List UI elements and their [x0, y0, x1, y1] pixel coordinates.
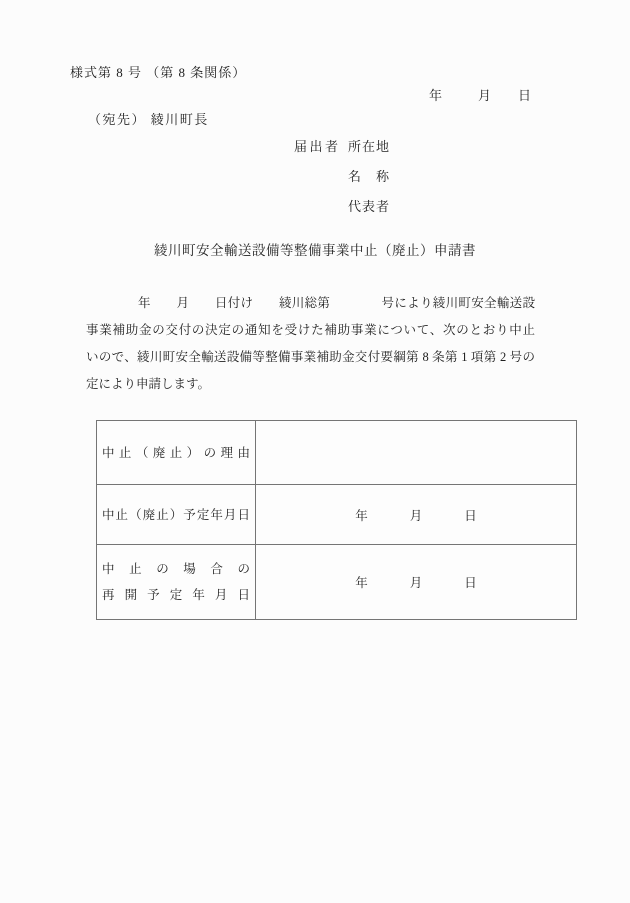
body-paragraph — [86, 290, 535, 398]
body-line: 定により申請します。 — [86, 377, 211, 391]
form-number: 様式第 8 号 （第 8 条関係） — [70, 65, 247, 80]
day-label: 日 — [464, 576, 477, 590]
cancel-date-label-cell — [97, 485, 256, 545]
form-table — [96, 420, 577, 620]
restart-date-value-cell — [256, 545, 577, 620]
month-label: 月 — [409, 576, 423, 590]
declarant-fields — [348, 139, 390, 229]
year-label: 年 — [355, 508, 368, 523]
top-date-line — [0, 85, 531, 104]
restart-date-label-cell — [97, 545, 256, 620]
body-line: 事業補助金の交付の決定の通知を受けた補助事業について、次のとおり中止 — [86, 323, 535, 337]
restart-date-label-line1: 中止の場合の — [102, 562, 250, 576]
day-label: 日 — [464, 508, 477, 523]
month-label: 月 — [409, 508, 423, 523]
declarant-address-label: 所在地 — [348, 139, 391, 154]
body-line: いので、綾川町安全輸送設備等整備事業補助金交付要綱第 8 条第 1 項第 2 号の — [86, 350, 535, 364]
cancel-reason-value-cell — [256, 421, 577, 485]
month-label: 月 — [477, 88, 491, 103]
declarant-name-label: 名 称 — [348, 169, 391, 184]
cancel-reason-label: 中止（廃止）の理由 — [102, 445, 250, 460]
restart-date-label-line2: 再開予定年月日 — [102, 588, 250, 602]
year-label: 年 — [355, 576, 368, 590]
cancel-reason-label-cell — [97, 421, 256, 485]
table-row — [97, 545, 577, 620]
recipient-line: （宛先） 綾川町長 — [88, 112, 209, 127]
table-row — [97, 485, 577, 545]
declarant-representative-label: 代表者 — [348, 199, 391, 214]
body-line: 年 月 日付け 綾川総第 号により綾川町安全輸送設 — [138, 296, 535, 310]
day-label: 日 — [517, 88, 531, 103]
year-label: 年 — [428, 88, 442, 103]
declarant-label: 届出者 — [294, 139, 341, 154]
table-row — [97, 421, 577, 485]
document-title: 綾川町安全輸送設備等整備事業中止（廃止）申請書 — [154, 243, 476, 258]
cancel-date-value-cell — [256, 485, 577, 545]
cancel-date-label: 中止（廃止）予定年月日 — [102, 507, 250, 522]
